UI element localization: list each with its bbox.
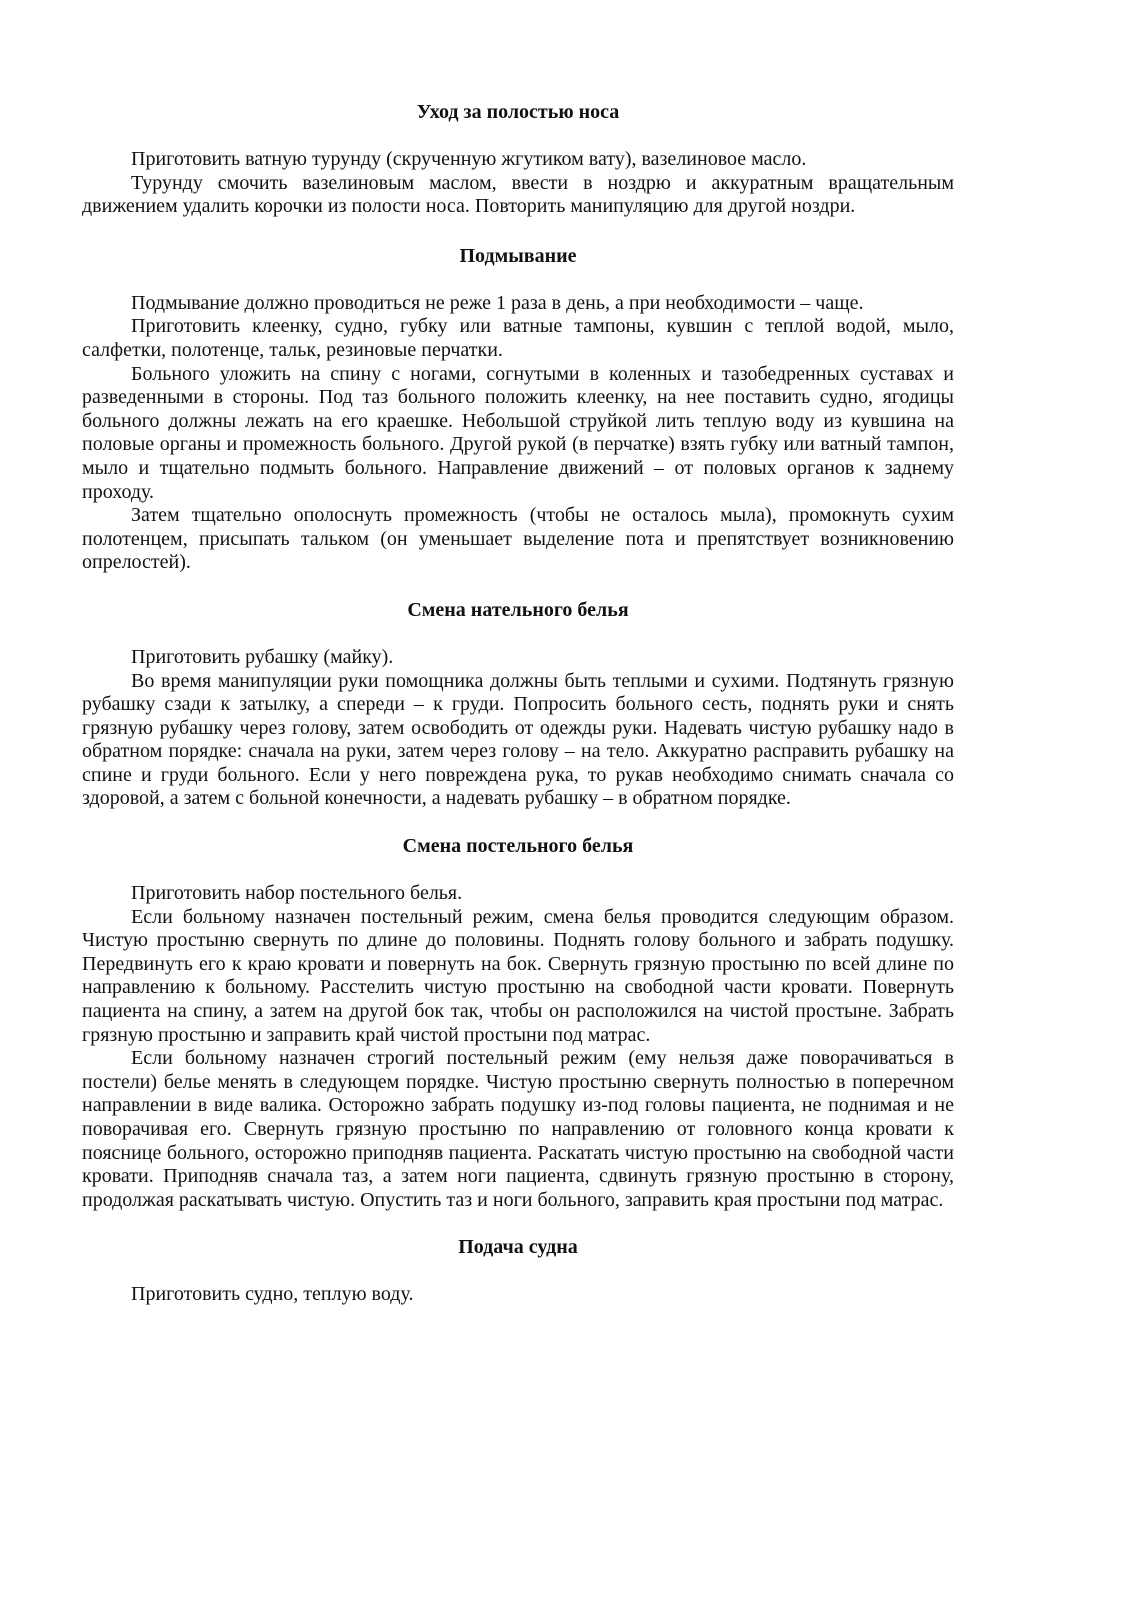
- section-nose-care: [82, 100, 954, 219]
- document-page: [82, 100, 954, 1307]
- section-heading: Подмывание: [459, 244, 577, 267]
- section-bed-linen-change: [82, 834, 954, 1212]
- paragraph: Затем тщательно ополоснуть промежность (чтобы не осталось мыла), промокнуть сухим полотенцем, присыпать тальком (он уменьшает выделение пота и препятствует возникновению опрелостей).: [82, 504, 954, 574]
- section-heading: Смена постельного белья: [402, 835, 634, 858]
- section-underwear-change: [82, 598, 954, 811]
- section-heading: Смена нательного белья: [407, 598, 629, 621]
- paragraph: Если больному назначен строгий постельный режим (ему нельзя даже поворачиваться в постели) белье менять в следующем порядке. Чистую простыню свернуть полностью в поперечном направлении в виде валика. Осторожно забрать подушку из-под головы пациента, не поднимая и не поворачивая его. Свернуть грязную простыню по направлению от головного конца кровати к пояснице больного, осторожно приподняв пациента. Раскатать чистую простыню на свободной части кровати. Приподняв сначала таз, а затем ноги пациента, сдвинуть грязную простыню в сторону, продолжая раскатывать чистую. Опустить таз и ноги больного, заправить края простыни под матрас.: [82, 1047, 954, 1211]
- paragraph: Подмывание должно проводиться не реже 1 раза в день, а при необходимости – чаще.: [131, 291, 864, 314]
- paragraph: Если больному назначен постельный режим, смена белья проводится следующим образом. Чистую простыню свернуть по длине до половины. Поднять голову больного и забрать подушку. Передвинуть его к краю кровати и повернуть на бок. Свернуть грязную простыню по всей длине по направлению к больному. Расстелить чистую простыню на свободной части кровати. Повернуть пациента на спину, а затем на другой бок так, чтобы он расположился на чистой простыне. Забрать грязную простыню и заправить край чистой простыни под матрас.: [82, 905, 954, 1046]
- paragraph: Приготовить рубашку (майку).: [131, 645, 394, 668]
- paragraph: Турунду смочить вазелиновым маслом, ввести в ноздрю и аккуратным вращательным движением удалить корочки из полости носа. Повторить манипуляцию для другой ноздри.: [82, 171, 954, 218]
- paragraph: Во время манипуляции руки помощника должны быть теплыми и сухими. Подтянуть грязную рубашку сзади к затылку, а спереди – к груди. Попросить больного сесть, поднять руки и снять грязную рубашку через голову, затем освободить от одежды руки. Надевать чистую рубашку надо в обратном порядке: сначала на руки, затем через голову – на тело. Аккуратно расправить рубашку на спине и груди больного. Если у него повреждена рука, то рукав необходимо снимать сначала со здоровой, а затем с больной конечности, а надевать рубашку – в обратном порядке.: [82, 669, 954, 810]
- section-washing: [82, 244, 954, 575]
- paragraph: Приготовить ватную турунду (скрученную жгутиком вату), вазелиновое масло.: [131, 148, 807, 170]
- paragraph: Приготовить судно, теплую воду.: [131, 1283, 414, 1306]
- paragraph: Больного уложить на спину с ногами, согнутыми в коленных и тазобедренных суставах и разведенными в стороны. Под таз больного положить клеенку, на нее поставить судно, ягодицы больного должны лежать на его краешке. Небольшой струйкой лить теплую воду из кувшина на половые органы и промежность больного. Другой рукой (в перчатке) взять губку или ватный тампон, мыло и тщательно подмыть больного. Направление движений – от половых органов к заднему проходу.: [82, 362, 954, 503]
- section-bedpan: [82, 1235, 954, 1307]
- section-heading: Уход за полостью носа: [416, 101, 620, 123]
- paragraph: Приготовить набор постельного белья.: [131, 882, 463, 905]
- section-heading: Подача судна: [458, 1236, 578, 1259]
- paragraph: Приготовить клеенку, судно, губку или ватные тампоны, кувшин с теплой водой, мыло, салфетки, полотенце, тальк, резиновые перчатки.: [82, 315, 954, 361]
